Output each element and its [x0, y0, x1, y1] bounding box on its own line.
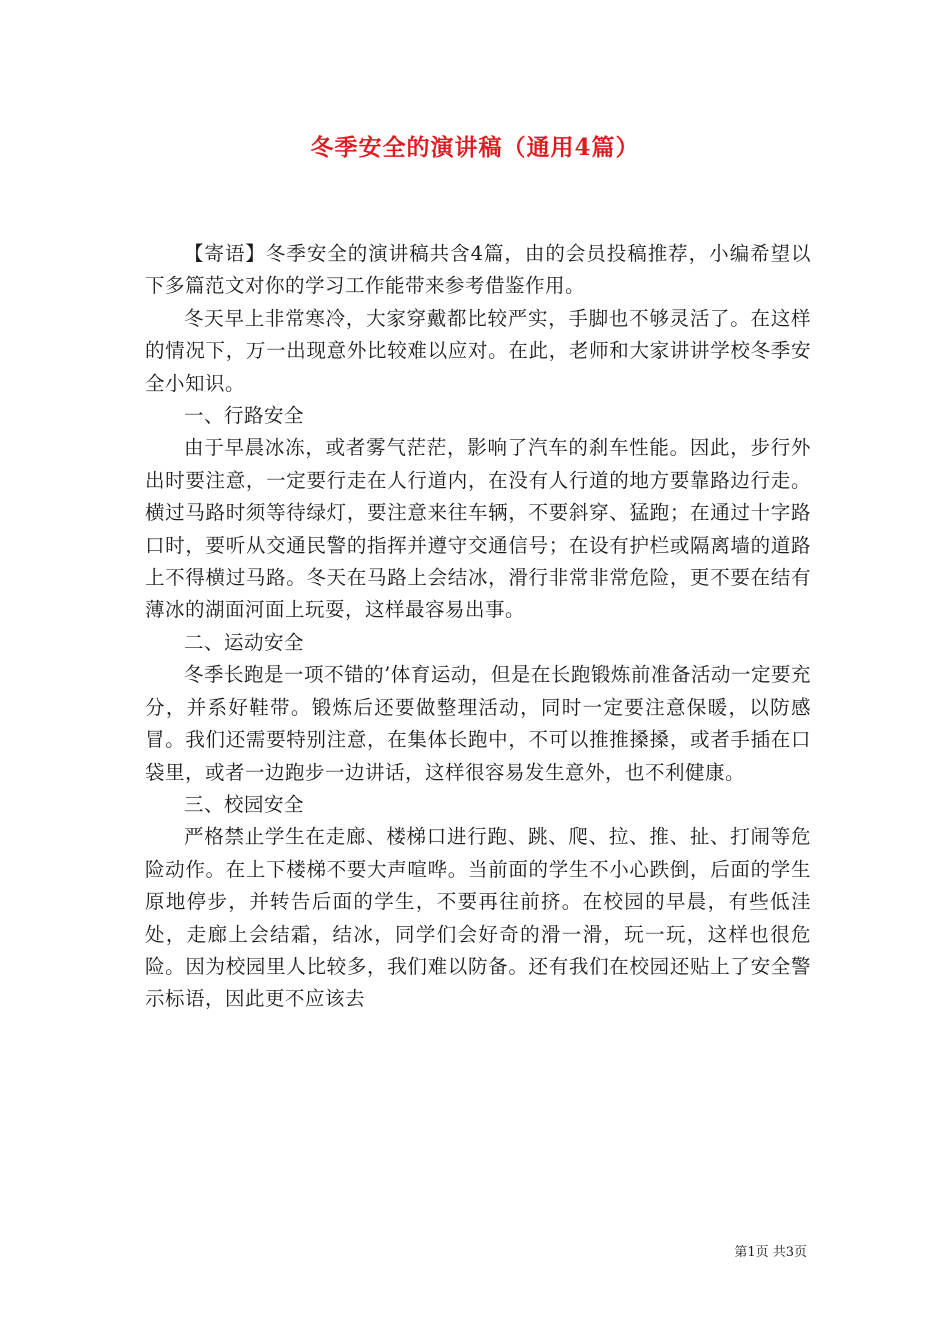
document-body — [145, 238, 811, 1016]
road-safety-paragraph: 由于早晨冰冻，或者雾气茫茫，影响了汽车的刹车性能。因此，步行外出时要注意，一定要行走在人行道内，在没有人行道的地方要靠路边行走。横过马路时须等待绿灯，要注意来往车辆，不要斜穿、猛跑；在通过十字路口时，要听从交通民警的指挥并遵守交通信号；在设有护栏或隔离墙的道路上不得横过马路。冬天在马路上会结冰，滑行非常非常危险，更不要在结有薄冰的湖面河面上玩耍，这样最容易出事。 — [145, 436, 811, 622]
page-number: 第1页 共3页 — [734, 1245, 807, 1260]
page-title: 冬季安全的演讲稿（通用4篇） — [310, 134, 640, 161]
section-heading-sports-safety: 二、运动安全 — [184, 630, 305, 654]
section-heading-road-safety: 一、行路安全 — [184, 404, 305, 428]
campus-safety-paragraph: 严格禁止学生在走廊、楼梯口进行跑、跳、爬、拉、推、扯、打闹等危险动作。在上下楼梯不要大声喧哗。当前面的学生不小心跌倒，后面的学生原地停步，并转告后面的学生，不要再往前挤。在校园的早晨，有些低洼处，走廊上会结霜，结冰，同学们会好奇的滑一滑，玩一玩，这样也很危险。因为校园里人比较多，我们难以防备。还有我们在校园还贴上了安全警示标语，因此更不应该去 — [145, 825, 811, 1011]
intro-paragraph: 【寄语】冬季安全的演讲稿共含4篇，由的会员投稿推荐，小编希望以下多篇范文对你的学习工作能带来参考借鉴作用。 — [145, 242, 811, 298]
section-heading-campus-safety: 三、校园安全 — [184, 792, 305, 816]
opening-paragraph: 冬天早上非常寒冷，大家穿戴都比较严实，手脚也不够灵活了。在这样的情况下，万一出现意外比较难以应对。在此，老师和大家讲讲学校冬季安全小知识。 — [145, 306, 811, 395]
sports-safety-paragraph: 冬季长跑是一项不错的’体育运动，但是在长跑锻炼前准备活动一定要充分，并系好鞋带。锻炼后还要做整理活动，同时一定要注意保暖，以防感冒。我们还需要特别注意，在集体长跑中，不可以推推搡搡，或者手插在口袋里，或者一边跑步一边讲话，这样很容易发生意外，也不利健康。 — [145, 663, 811, 784]
